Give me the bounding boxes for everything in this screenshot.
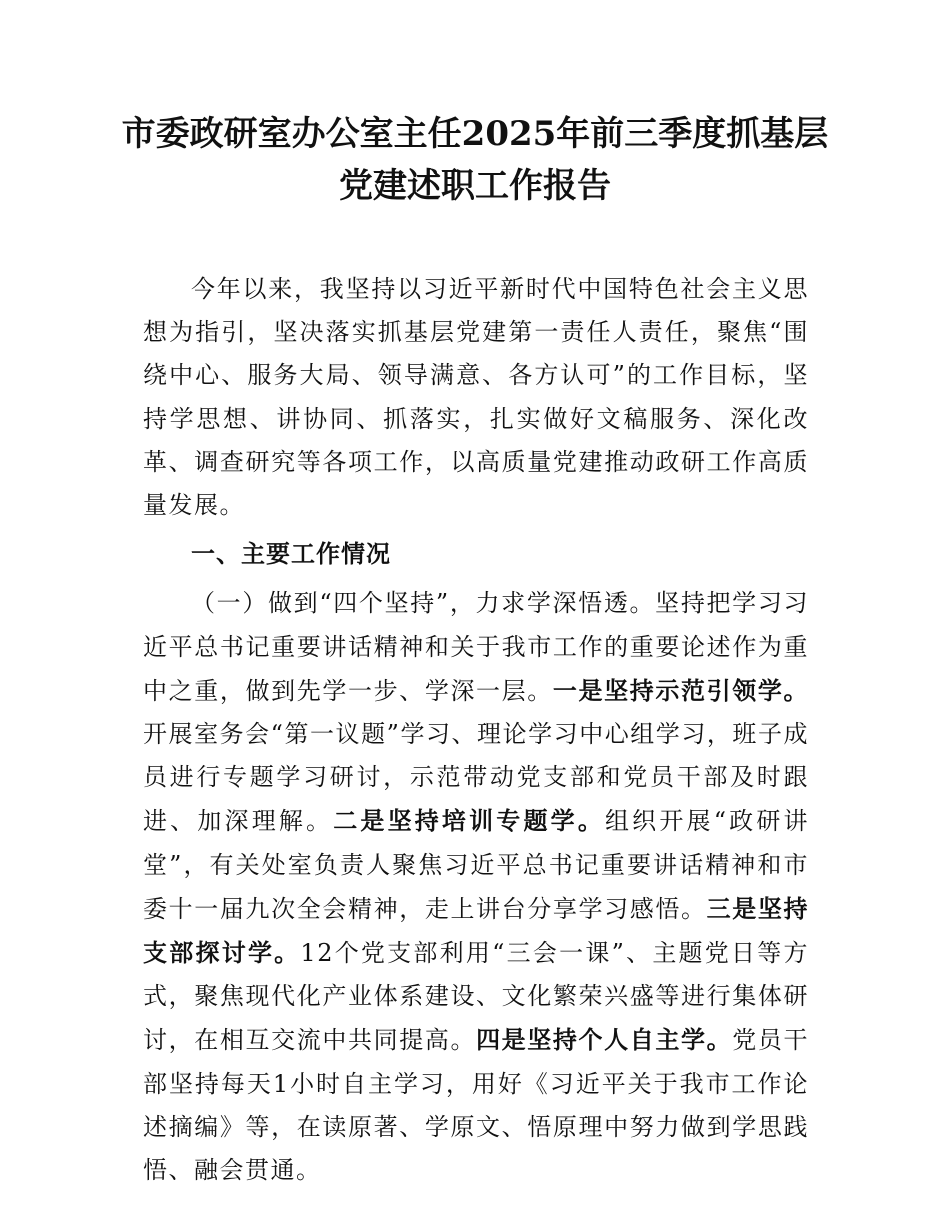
document-body <box>143 268 809 1192</box>
intro-paragraph: 今年以来，我坚持以习近平新时代中国特色社会主义思想为指引，坚决落实抓基层党建第一责任人责任，聚焦“围绕中心、服务大局、领导满意、各方认可”的工作目标，坚持学思想、讲协同、抓落实，扎实做好文稿服务、深化改革、调查研究等各项工作，以高质量党建推动政研工作高质量发展。 <box>143 275 809 520</box>
paragraph-lead: （一）做到“四个坚持”，力求学深悟透。坚持把学习习近平总书记重要讲话精神和关于我市工作的重要论述作为重中之重，做到先学一步、学深一层。 <box>143 589 809 705</box>
section-heading: 一、主要工作情况 <box>191 540 391 569</box>
bold-point-1: 一是坚持示范引领学。 <box>552 675 810 705</box>
point-3-text: 12个党支部利用“三会一课”、主题党日等方式，聚焦现代化产业体系建设、文化繁荣兴盛等进行集体研讨，在相互交流中共同提高。 <box>143 939 809 1055</box>
bold-point-3: 三是坚持支部探讨学。 <box>143 893 810 968</box>
paragraph-four-persistences <box>143 582 809 1192</box>
point-1-text: 开展室务会“第一议题”学习、理论学习中心组学习，班子成员进行专题学习研讨，示范带动党支部和党员干部及时跟进、加深理解。 <box>143 720 809 836</box>
point-2-text: 组织开展“政研讲堂”，有关处室负责人聚焦习近平总书记重要讲话精神和市委十一届九次全会精神，走上讲台分享学习感悟。 <box>143 807 809 923</box>
document-title: 市委政研室办公室主任2025年前三季度抓基层党建述职工作报告 <box>121 114 829 206</box>
bold-point-4: 四是坚持个人自主学。 <box>476 1025 733 1055</box>
point-4-text: 党员干部坚持每天1小时自主学习，用好《习近平关于我市工作论述摘编》等，在读原著、学原文、悟原理中努力做到学思践悟、融会贯通。 <box>143 1026 810 1185</box>
bold-point-2: 二是坚持培训专题学。 <box>333 806 605 836</box>
